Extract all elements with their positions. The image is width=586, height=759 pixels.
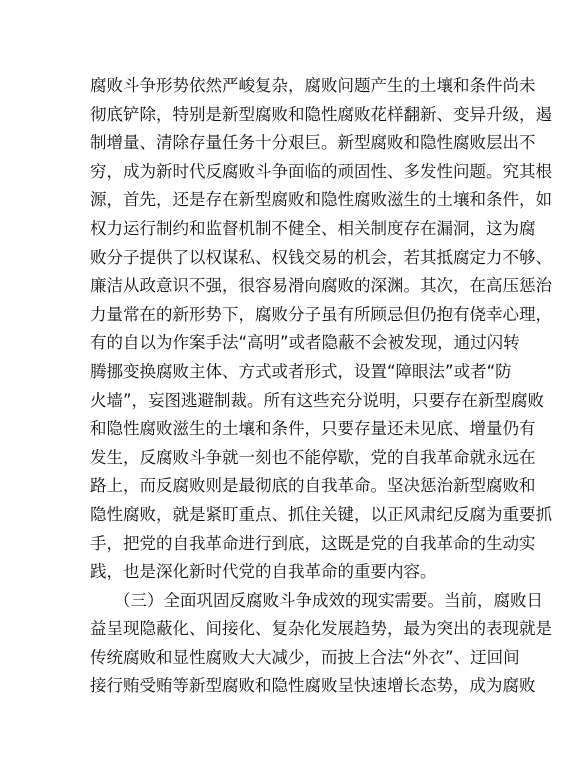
text-line: 彻底铲除，特别是新型腐败和隐性腐败花样翻新、变异升级，遏 bbox=[90, 104, 552, 124]
text-line: 廉洁从政意识不强，很容易滑向腐败的深渊。其次，在高压惩治 bbox=[90, 276, 552, 296]
text-line: 腐败斗争形势依然严峻复杂，腐败问题产生的土壤和条件尚未 bbox=[90, 76, 536, 95]
section-heading-line: （三）全面巩固反腐败斗争成效的现实需要。当前，腐败日 bbox=[114, 590, 543, 610]
text-line: 手，把党的自我革命进行到底，这既是党的自我革命的生动实 bbox=[90, 533, 536, 553]
text-line: 力量常在的新形势下，腐败分子虽有所顾忌但仍抱有侥幸心理， bbox=[90, 304, 552, 324]
text-line: 践，也是深化新时代党的自我革命的重要内容。 bbox=[90, 562, 437, 582]
text-line: 路上，而反腐败则是最彻底的自我革命。坚决惩治新型腐败和 bbox=[90, 476, 536, 496]
text-line: 和隐性腐败滋生的土壤和条件，只要存量还未见底、增量仍有 bbox=[90, 419, 536, 439]
body-text bbox=[90, 72, 552, 701]
text-line: 穷，成为新时代反腐败斗争面临的顽固性、多发性问题。究其根 bbox=[90, 161, 552, 181]
text-line: 接行贿受贿等新型腐败和隐性腐败呈快速增长态势，成为腐败 bbox=[90, 676, 536, 696]
text-line: 益呈现隐蔽化、间接化、复杂化发展趋势，最为突出的表现就是 bbox=[90, 619, 552, 639]
text-line: 传统腐败和显性腐败大大减少，而披上合法“外衣”、迂回间 bbox=[90, 647, 520, 667]
text-line: 源，首先，还是存在新型腐败和隐性腐败滋生的土壤和条件，如 bbox=[90, 190, 552, 210]
text-line: 有的自以为作案手法“高明”或者隐蔽不会被发现，通过闪转 bbox=[90, 333, 520, 353]
text-line: 发生，反腐败斗争就一刻也不能停歇，党的自我革命就永远在 bbox=[90, 447, 536, 467]
text-line: 火墙”，妄图逃避制裁。所有这些充分说明，只要存在新型腐败 bbox=[90, 390, 545, 410]
text-line: 隐性腐败，就是紧盯重点、抓住关键，以正风肃纪反腐为重要抓 bbox=[90, 504, 552, 524]
text-line: 腾挪变换腐败主体、方式或者形式，设置“障眼法”或者“防 bbox=[90, 361, 512, 381]
text-line: 制增量、清除存量任务十分艰巨。新型腐败和隐性腐败层出不 bbox=[90, 133, 536, 153]
text-line: 权力运行制约和监督机制不健全、相关制度存在漏洞，这为腐 bbox=[90, 218, 536, 238]
text-line: 败分子提供了以权谋私、权钱交易的机会，若其抵腐定力不够、 bbox=[90, 247, 552, 267]
